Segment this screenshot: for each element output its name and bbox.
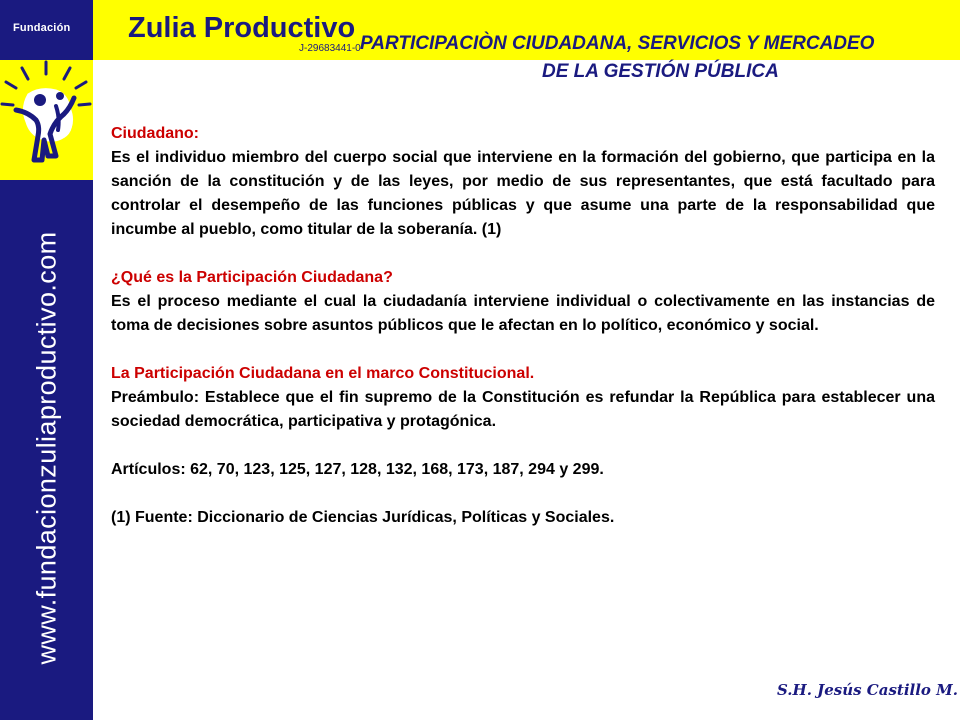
page-title-line1: PARTICIPACIÒN CIUDADANA, SERVICIOS Y MERCADEO xyxy=(360,33,875,54)
participacion-heading: ¿Qué es la Participación Ciudadana? xyxy=(111,269,393,286)
preambulo-text: Preámbulo: Establece que el fin supremo de la Constitución es refundar la República para establecer una sociedad democrática, participativa y protagónica. xyxy=(111,389,935,430)
rif-number: J-29683441-0 xyxy=(299,43,361,54)
logo xyxy=(0,60,93,180)
participacion-definition: Es el proceso mediante el cual la ciudadanía interviene individual o colectivamente en las instancias de toma de decisiones sobre asuntos públicos que le afectan en lo político, económico y social. xyxy=(111,293,935,334)
page-title-line2: DE LA GESTIÓN PÚBLICA xyxy=(542,61,779,82)
spacer xyxy=(111,482,935,506)
people-sun-logo-icon xyxy=(0,60,93,180)
ciudadano-definition: Es el individuo miembro del cuerpo social que interviene en la formación del gobierno, que participa en la sanción de la constitución y de las leyes, por medio de sus representantes, que está facultado para controlar el desempeño de las funciones públicas y que asume una parte de la responsabilidad que incumbe al pueblo, como titular de la soberanía. (1) xyxy=(111,149,935,238)
articulos-text: Artículos: 62, 70, 123, 125, 127, 128, 132, 168, 173, 187, 294 y 299. xyxy=(111,461,604,478)
website-url[interactable]: www.fundacionzuliaproductivo.com xyxy=(31,231,62,665)
marco-constitucional-heading: La Participación Ciudadana en el marco Constitucional. xyxy=(111,365,535,382)
brand-title: Zulia Productivo xyxy=(128,12,356,44)
foundation-label: Fundación xyxy=(13,22,71,34)
ciudadano-heading: Ciudadano: xyxy=(111,125,199,142)
spacer xyxy=(111,434,935,458)
spacer xyxy=(111,338,935,362)
fuente-text: (1) Fuente: Diccionario de Ciencias Jurídicas, Políticas y Sociales. xyxy=(111,509,615,526)
page-title xyxy=(360,30,960,86)
author-signature: S.H. Jesús Castillo M. xyxy=(777,681,958,699)
spacer xyxy=(111,242,935,266)
main-content xyxy=(111,122,935,530)
